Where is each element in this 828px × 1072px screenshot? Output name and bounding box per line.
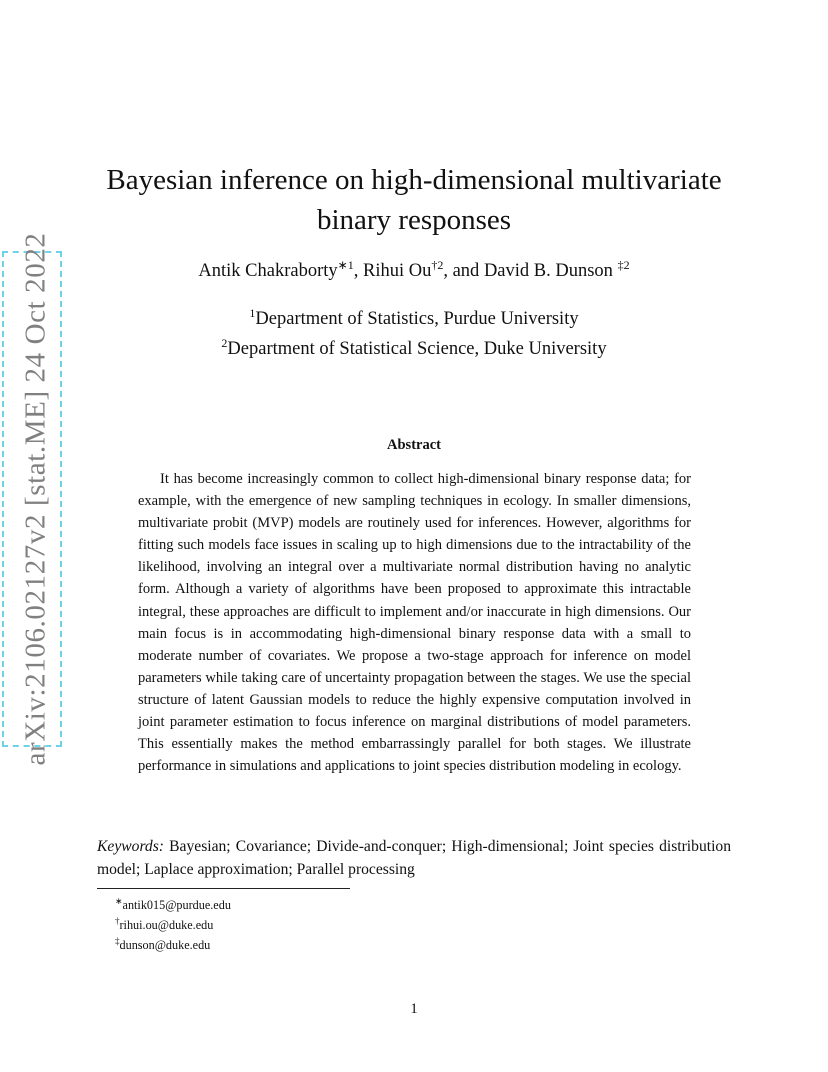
author-name: David B. Dunson (483, 261, 618, 282)
footnotes (115, 893, 231, 953)
affiliation (100, 306, 728, 330)
author-separator: , and (443, 261, 484, 282)
footnote-mark: † (115, 916, 120, 927)
affiliation-mark: 2 (221, 336, 228, 350)
author-mark: †2 (431, 258, 444, 272)
author-separator: , (353, 261, 363, 282)
author-name: Antik Chakraborty (198, 261, 338, 282)
abstract-heading: Abstract (387, 437, 441, 453)
footnote-mark: ‡ (115, 936, 120, 947)
footnote-mark: ∗ (115, 896, 123, 906)
page-number: 1 (410, 1001, 418, 1017)
footnote (115, 933, 231, 953)
title-line-2: binary responses (316, 204, 512, 236)
keywords-label: Keywords: (97, 838, 164, 855)
affiliation (100, 336, 728, 360)
footnote (115, 913, 231, 933)
paper-title (100, 160, 728, 240)
keywords (97, 836, 731, 881)
affiliation-mark: 1 (249, 306, 256, 320)
keywords-text: Bayesian; Covariance; Divide-and-conquer; High-dimensional; Joint species distribution model; Laplace approximation; Parallel processing (97, 838, 731, 878)
arxiv-identifier[interactable]: arXiv:2106.02127v2 [stat.ME] 24 Oct 2022 (19, 232, 52, 766)
footnote-email: antik015@purdue.edu (122, 898, 231, 913)
title-line-1: Bayesian inference on high-dimensional multivariate (106, 164, 722, 196)
affiliation-text: Department of Statistics, Purdue University (255, 309, 579, 330)
affiliation-text: Department of Statistical Science, Duke University (227, 339, 607, 360)
footnote-email: rihui.ou@duke.edu (119, 918, 214, 933)
author-mark: ∗1 (337, 258, 354, 272)
footnote-email: dunson@duke.edu (119, 938, 211, 953)
footnote-rule (97, 888, 350, 889)
abstract-body: It has become increasingly common to collect high-dimensional binary response data; for example, with the emergence of new sampling techniques in ecology. In smaller dimensions, multivariate probit (MVP) models are routinely used for inferences. However, algorithms for fitting such models face issues in scaling up to high dimensions due to the intractability of the likelihood, involving an integral over a multivariate normal distribution having no analytic form. Although a variety of algorithms have been proposed to approximate this intractable integral, these approaches are difficult to implement and/or inaccurate in high dimensions. Our main focus is in accommodating high-dimensional binary response data with a small to moderate number of covariates. We propose a two-stage approach for inference on model parameters while taking care of uncertainty propagation between the stages. We use the special structure of latent Gaussian models to reduce the highly expensive computation involved in joint parameter estimation to focus inference on marginal distributions of model parameters. This essentially makes the method embarrassingly parallel for both stages. We illustrate performance in simulations and applications to joint species distribution modeling in ecology. (138, 471, 691, 775)
author-list (100, 258, 728, 282)
author-mark: ‡2 (617, 258, 630, 272)
footnote (115, 893, 231, 913)
author-name: Rihui Ou (362, 261, 432, 282)
